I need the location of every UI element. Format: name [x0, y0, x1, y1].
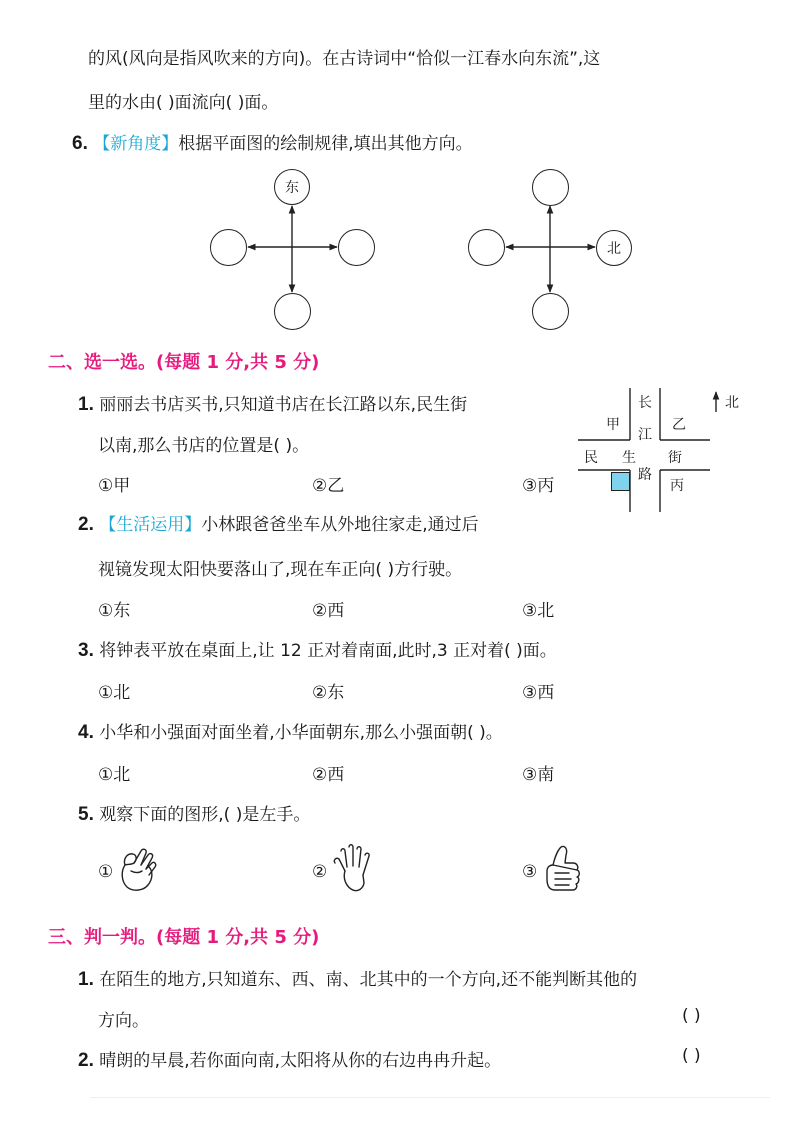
map-region-yi: 乙	[672, 417, 686, 433]
s2-q2-option-3[interactable]: ③北	[522, 601, 555, 621]
bookstore-marker	[611, 472, 630, 491]
q6-number: 6.	[72, 133, 88, 154]
s2-q3-option-2[interactable]: ②东	[312, 683, 345, 703]
s2-q4-option-2[interactable]: ②西	[312, 765, 345, 785]
s2-q4-line1	[78, 718, 503, 744]
hand-open-icon	[329, 843, 374, 895]
page-bottom-divider	[90, 1097, 770, 1098]
s3-q2-text1: 晴朗的早晨,若你面向南,太阳将从你的右边冉冉升起。	[99, 1051, 502, 1071]
s2-q2-option-1[interactable]: ①东	[98, 601, 131, 621]
s2-q5-line1	[78, 800, 310, 826]
s2-q5-option-3[interactable]: ③	[522, 862, 538, 882]
map-road-char-2: 江	[638, 427, 652, 443]
s3-q1-number: 1.	[78, 969, 94, 990]
q6-text: 根据平面图的绘制规律,填出其他方向。	[178, 134, 473, 154]
s2-q2-option-2[interactable]: ②西	[312, 601, 345, 621]
s2-q1-option-1[interactable]: ①甲	[98, 476, 131, 496]
section3-title: 三、判一判。(每题 1 分,共 5 分)	[48, 927, 320, 948]
s2-q1-text1: 丽丽去书店买书,只知道书店在长江路以东,民生街	[99, 395, 468, 415]
s2-q3-text1: 将钟表平放在桌面上,让 12 正对着南面,此时,3 正对着( )面。	[99, 641, 557, 661]
s2-q3-number: 3.	[78, 640, 94, 661]
s2-q5-number: 5.	[78, 804, 94, 825]
s2-q4-number: 4.	[78, 722, 94, 743]
diagram1-bottom-circle[interactable]	[274, 293, 311, 330]
s2-q5-text1: 观察下面的图形,( )是左手。	[99, 805, 311, 825]
s3-q1-text1: 在陌生的地方,只知道东、西、南、北其中的一个方向,还不能判断其他的	[99, 970, 638, 990]
s2-q4-option-3[interactable]: ③南	[522, 765, 555, 785]
s2-q1-line1	[78, 390, 467, 416]
map-north-label: 北	[725, 395, 739, 411]
diagram2-right-circle: 北	[596, 230, 632, 266]
map-street-char-1: 民	[584, 450, 598, 466]
s2-q3-line1	[78, 636, 557, 662]
s2-q4-text1: 小华和小强面对面坐着,小华面朝东,那么小强面朝( )。	[99, 723, 503, 743]
s2-q1-number: 1.	[78, 394, 94, 415]
s3-q1-line1	[78, 965, 637, 991]
q6-line	[72, 129, 473, 155]
diagram1-right-circle[interactable]	[338, 229, 375, 266]
s2-q5-option-2[interactable]: ②	[312, 862, 328, 882]
s2-q1-option-3[interactable]: ③丙	[522, 476, 555, 496]
s3-q1-line2: 方向。	[98, 1011, 149, 1031]
map-region-jia: 甲	[606, 417, 620, 433]
s2-q1-option-2[interactable]: ②乙	[312, 476, 345, 496]
diagram1-left-circle[interactable]	[210, 229, 247, 266]
hand-ok-icon	[115, 845, 160, 895]
s3-q2-number: 2.	[78, 1050, 94, 1071]
s2-q3-option-3[interactable]: ③西	[522, 683, 555, 703]
map-street-char-3: 街	[668, 450, 682, 466]
map-road-char-3: 路	[638, 467, 652, 483]
s3-q1-answer-box[interactable]: ( )	[682, 1006, 701, 1026]
map-street-char-2: 生	[622, 450, 636, 466]
s3-q2-answer-box[interactable]: ( )	[682, 1046, 701, 1066]
s2-q4-option-1[interactable]: ①北	[98, 765, 131, 785]
s2-q5-option-1[interactable]: ①	[98, 862, 114, 882]
intro-line-1: 的风(风向是指风吹来的方向)。在古诗词中“恰似一江春水向东流”,这	[88, 49, 601, 69]
diagram2-bottom-circle[interactable]	[532, 293, 569, 330]
s2-q1-line2: 以南,那么书店的位置是( )。	[98, 436, 310, 456]
section2-title: 二、选一选。(每题 1 分,共 5 分)	[48, 352, 320, 373]
map-region-bing: 丙	[670, 478, 684, 494]
s2-q2-number: 2.	[78, 514, 94, 535]
diagram1-top-circle: 东	[274, 169, 310, 205]
hand-thumbs-up-icon	[539, 843, 584, 895]
diagram2-top-circle[interactable]	[532, 169, 569, 206]
map-road-char-1: 长	[638, 395, 652, 411]
q6-tag: 【新角度】	[93, 134, 179, 154]
s2-q2-line2: 视镜发现太阳快要落山了,现在车正向( )方行驶。	[98, 560, 463, 580]
s2-q2-tag: 【生活运用】	[99, 515, 202, 535]
intro-line-2: 里的水由( )面流向( )面。	[88, 93, 279, 113]
s2-q3-option-1[interactable]: ①北	[98, 683, 131, 703]
s2-q2-line1	[78, 510, 479, 536]
diagram2-left-circle[interactable]	[468, 229, 505, 266]
s2-q2-text1: 小林跟爸爸坐车从外地往家走,通过后	[201, 515, 479, 535]
s3-q2-line1	[78, 1046, 501, 1072]
